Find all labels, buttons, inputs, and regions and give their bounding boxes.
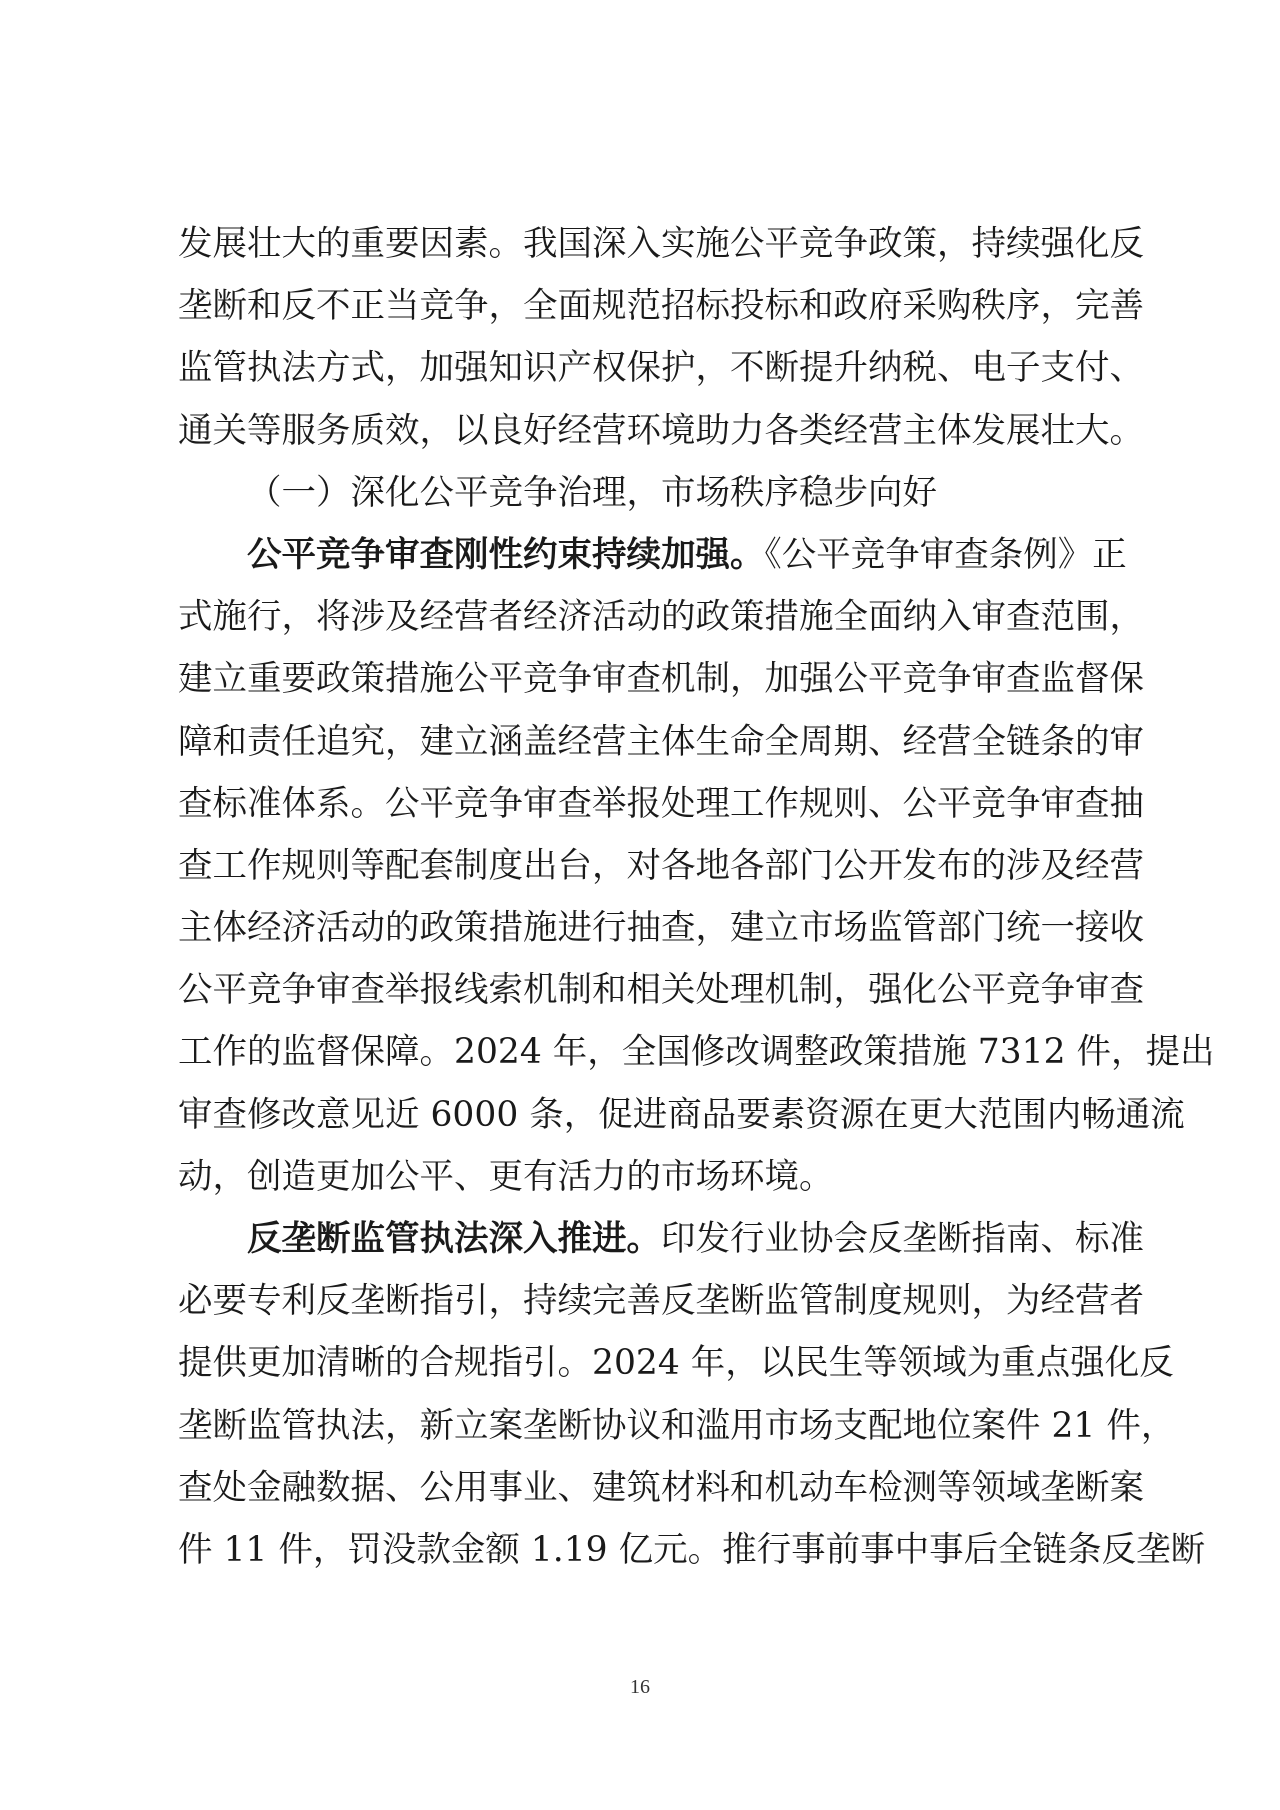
text-line: 障和责任追究，建立涵盖经营主体生命全周期、经营全链条的审 bbox=[178, 721, 1144, 762]
paragraph-lead-heading: 反垄断监管执法深入推进。 bbox=[247, 1219, 661, 1259]
text-line: 工作的监督保障。2024 年，全国修改调整政策措施 7312 件，提出 bbox=[178, 1032, 1215, 1073]
text-line: 件 11 件，罚没款金额 1.19 亿元。推行事前事中事后全链条反垄断 bbox=[178, 1529, 1206, 1570]
text-line: 垄断和反不正当竞争，全面规范招标投标和政府采购秩序，完善 bbox=[178, 286, 1144, 327]
paragraph-first-line bbox=[178, 524, 1127, 586]
text-line: 发展壮大的重要因素。我国深入实施公平竞争政策，持续强化反 bbox=[178, 224, 1144, 264]
text-line: 提供更加清晰的合规指引。2024 年，以民生等领域为重点强化反 bbox=[178, 1343, 1174, 1384]
text-line: 查标准体系。公平竞争审查举报处理工作规则、公平竞争审查抽 bbox=[178, 783, 1144, 824]
text-line: 审查修改意见近 6000 条，促进商品要素资源在更大范围内畅通流 bbox=[178, 1094, 1185, 1135]
text-line: 监管执法方式，加强知识产权保护，不断提升纳税、电子支付、 bbox=[178, 348, 1144, 389]
paragraph-first-line bbox=[178, 1208, 1144, 1270]
text-line: 查处金融数据、公用事业、建筑材料和机动车检测等领域垄断案 bbox=[178, 1467, 1144, 1508]
text-line: 查工作规则等配套制度出台，对各地各部门公开发布的涉及经营 bbox=[178, 845, 1144, 886]
paragraph-lead-text: 印发行业协会反垄断指南、标准 bbox=[661, 1219, 1144, 1259]
text-line: 建立重要政策措施公平竞争审查机制，加强公平竞争审查监督保 bbox=[178, 659, 1144, 700]
section-heading: （一）深化公平竞争治理，市场秩序稳步向好 bbox=[247, 472, 937, 513]
page-number: 16 bbox=[630, 1676, 650, 1698]
text-line: 主体经济活动的政策措施进行抽查，建立市场监管部门统一接收 bbox=[178, 908, 1144, 949]
text-line: 必要专利反垄断指引，持续完善反垄断监管制度规则，为经营者 bbox=[178, 1281, 1144, 1322]
text-line: 垄断监管执法，新立案垄断协议和滥用市场支配地位案件 21 件， bbox=[178, 1405, 1176, 1446]
text-line: 通关等服务质效，以良好经营环境助力各类经营主体发展壮大。 bbox=[178, 410, 1144, 451]
text-line: 公平竞争审查举报线索机制和相关处理机制，强化公平竞争审查 bbox=[178, 970, 1144, 1011]
body-text bbox=[178, 213, 1215, 1581]
paragraph-lead-heading: 公平竞争审查刚性约束持续加强。 bbox=[247, 534, 765, 575]
text-line: 动，创造更加公平、更有活力的市场环境。 bbox=[178, 1156, 834, 1197]
paragraph-lead-text: 《公平竞争审查条例》正 bbox=[764, 534, 1127, 575]
text-line: 式施行，将涉及经营者经济活动的政策措施全面纳入审查范围， bbox=[178, 597, 1144, 638]
